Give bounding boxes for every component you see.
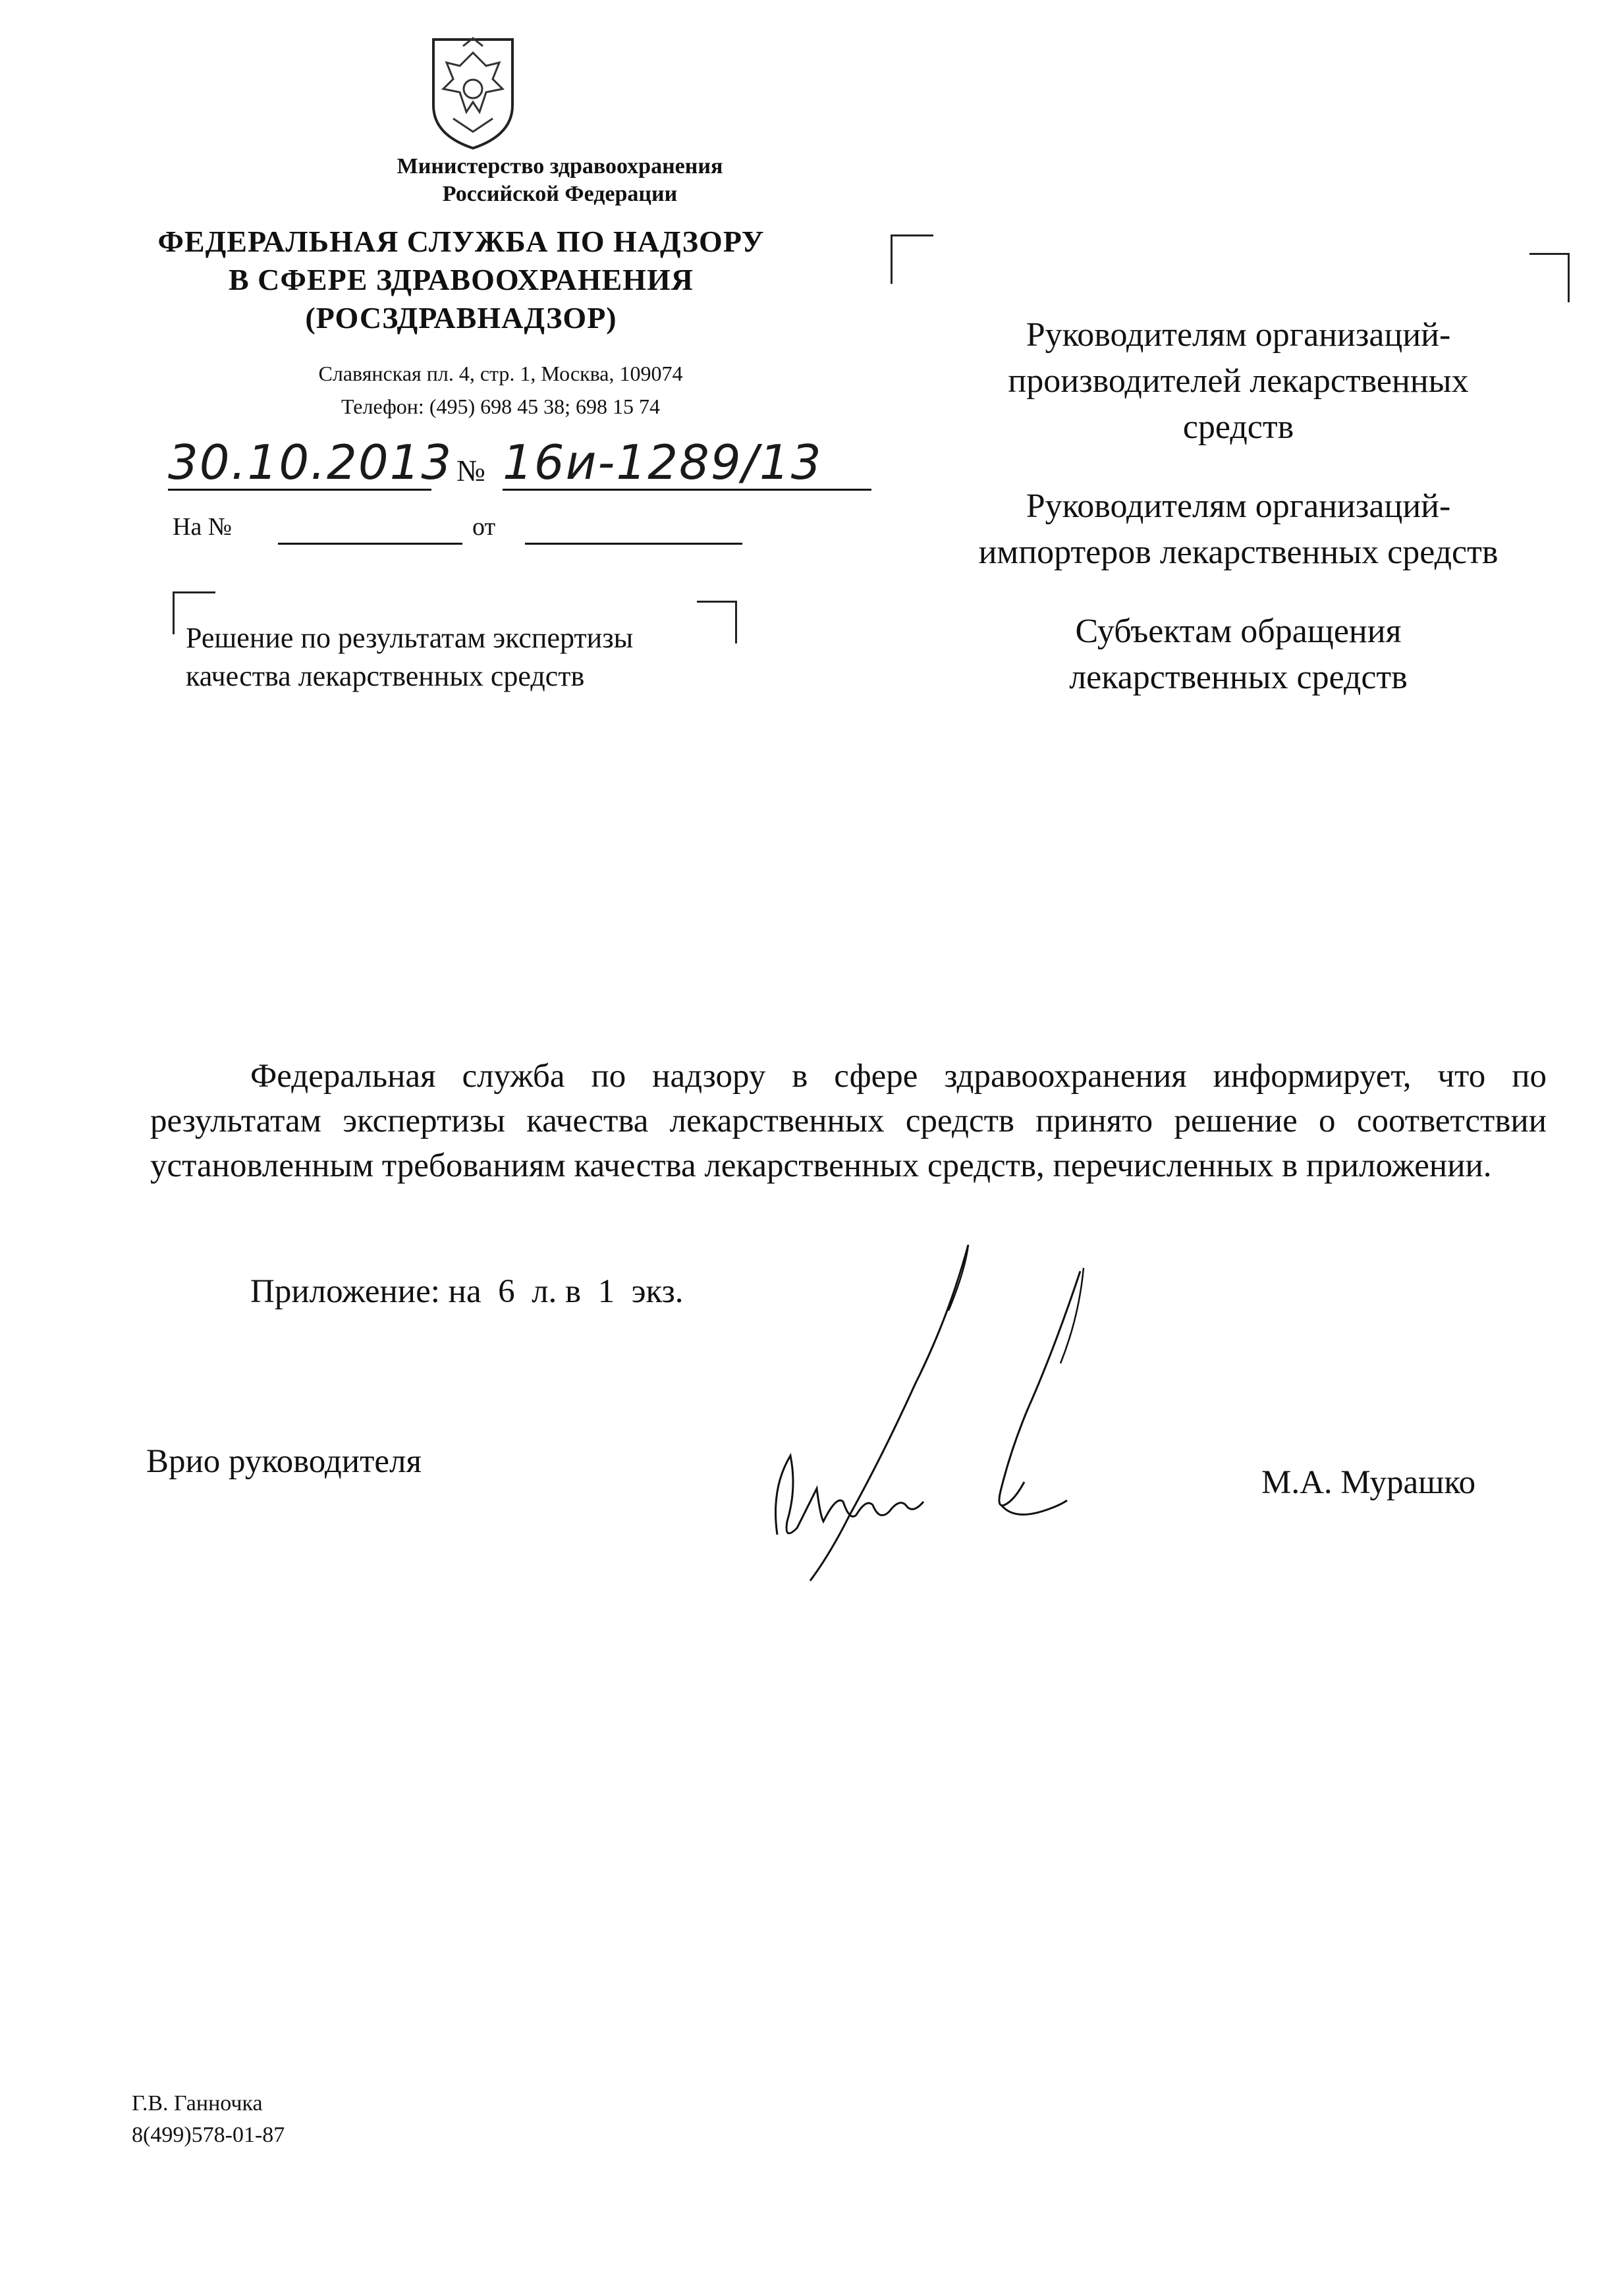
addressee-bracket-right (1529, 253, 1570, 302)
addressee-line: производителей лекарственных (1008, 362, 1469, 400)
addressees (935, 312, 1541, 734)
letter-body (150, 1054, 1547, 1188)
ministry-line-2: Российской Федерации (442, 182, 678, 206)
executor-name: Г.В. Ганночка (132, 2091, 263, 2116)
registration-date: 30.10.2013 (168, 435, 453, 490)
addressee-group (935, 483, 1541, 576)
subject (186, 619, 779, 696)
service-line-3: (РОСЗДРАВНАДЗОР) (305, 301, 617, 335)
body-paragraph: Федеральная служба по надзору в сфере здравоохранения информирует, что по результатам экспертизы качества лекарственных средств принято решение о соответствии установленным требованиям качества лекарственных средств, перечисленных в приложении. (150, 1058, 1547, 1184)
addressee-group (935, 312, 1541, 451)
date-underline (168, 489, 431, 491)
number-underline (503, 489, 871, 491)
from-label: от (472, 513, 496, 541)
addressee-line: Руководителям организаций- (1026, 316, 1451, 354)
addressee-line: Руководителям организаций- (1026, 487, 1451, 525)
coat-of-arms-emblem (414, 26, 532, 151)
handwritten-signature (751, 1238, 1159, 1607)
phone-numbers: Телефон: (495) 698 45 38; 698 15 74 (341, 395, 661, 418)
ministry-line-1: Министерство здравоохранения (397, 154, 723, 178)
service-line-1: ФЕДЕРАЛЬНАЯ СЛУЖБА ПО НАДЗОРУ (157, 225, 765, 258)
from-blank (525, 543, 742, 545)
subject-line-1: Решение по результатам экспертизы (186, 622, 634, 654)
executor-phone: 8(499)578-01-87 (132, 2123, 285, 2147)
addressee-group (935, 609, 1541, 701)
attachment-note: Приложение: на 6 л. в 1 экз. (250, 1273, 684, 1310)
in-reply-row (173, 512, 765, 552)
in-reply-blank (278, 543, 462, 545)
addressee-line: средств (1182, 408, 1294, 446)
addressee-line: лекарственных средств (1069, 659, 1408, 696)
executor-block (132, 2088, 285, 2151)
ministry-name (198, 153, 922, 208)
addressee-bracket-left (891, 234, 933, 284)
service-name (132, 223, 790, 337)
service-line-2: В СФЕРЕ ЗДРАВООХРАНЕНИЯ (229, 263, 694, 296)
signatory-name: М.А. Мурашко (1261, 1464, 1476, 1501)
addressee-line: импортеров лекарственных средств (978, 533, 1499, 571)
subject-line-2: качества лекарственных средств (186, 660, 585, 692)
registration-number: 16и-1289/13 (503, 435, 823, 490)
in-reply-label: На № (173, 513, 233, 541)
registration-row (168, 435, 893, 494)
signatory-position: Врио руководителя (146, 1443, 422, 1480)
addressee-line: Субъектам обращения (1075, 613, 1402, 650)
number-sign: № (456, 454, 485, 487)
postal-address: Славянская пл. 4, стр. 1, Москва, 109074 (318, 362, 683, 385)
address-block (171, 357, 830, 423)
